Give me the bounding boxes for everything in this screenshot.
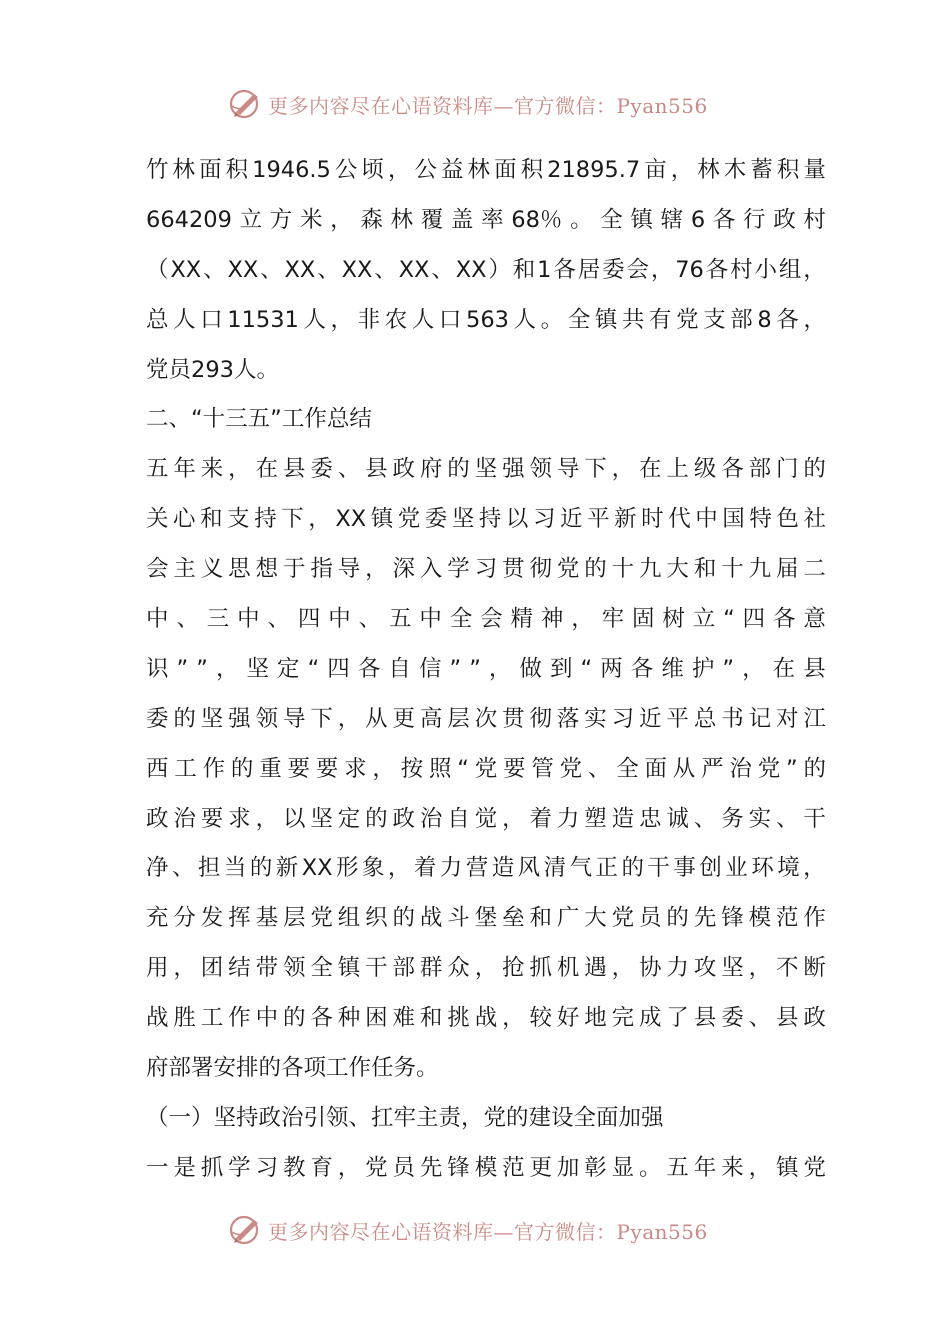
text-line: 一 是 抓 学 习 教 育 ， 党 员 先 锋 模 范 更 加 彰 显 。 五 年 来 ， 镇 党 xyxy=(146,1154,826,1181)
text-line: 净 、 担 当 的 新 XX 形 象 ， 着 力 营 造 风 清 气 正 的 干 事 创 业 环 境 ， xyxy=(146,855,826,882)
text-line: 664209 立 方 米 ， 森 林 覆 盖 率 68％ 。 全 镇 辖 6 各 行 政 村 xyxy=(146,206,826,233)
text-line: 五 年 来 ， 在 县 委 、 县 政 府 的 坚 强 领 导 下 ， 在 上 级 各 部 门 的 xyxy=(146,456,826,483)
text-line: 竹 林 面 积 1946.5 公 顷 ， 公 益 林 面 积 21895.7 亩 ， 林 木 蓄 积 量 xyxy=(146,157,826,183)
text-line: （ XX 、 XX 、 XX 、 XX 、 XX 、 XX ） 和 1 各 居 委 会 ， 76 各 村 小 组 ， xyxy=(146,256,826,283)
watermark-text: 更多内容尽在心语资料库—官方微信：Pyan556 xyxy=(268,1219,708,1244)
text-line: 用 ， 团 结 带 领 全 镇 干 部 群 众 ， 抢 抓 机 遇 ， 协 力 攻 坚 ， 不 断 xyxy=(146,955,826,982)
text-line: 政 治 要 求 ， 以 坚 定 的 政 治 自 觉 ， 着 力 塑 造 忠 诚 、 务 实 、 干 xyxy=(146,805,826,832)
text-line: 府部署安排的各项工作任务。 xyxy=(146,1055,439,1082)
text-line: 西 工 作 的 重 要 要 求 ， 按 照 “ 党 要 管 党 、 全 面 从 严 治 党 ” 的 xyxy=(146,755,826,782)
text-line: 识 ” ” ， 坚 定 “ 四 各 自 信 ” ” ， 做 到 “ 两 各 维 护 ” ， 在 县 xyxy=(146,655,826,682)
text-line: 委 的 坚 强 领 导 下 ， 从 更 高 层 次 贯 彻 落 实 习 近 平 总 书 记 对 江 xyxy=(146,705,826,732)
text-line: 战 胜 工 作 中 的 各 种 困 难 和 挑 战 ， 较 好 地 完 成 了 县 委 、 县 政 xyxy=(146,1005,826,1032)
text-line: 充 分 发 挥 基 层 党 组 织 的 战 斗 堡 垒 和 广 大 党 员 的 先 锋 模 范 作 xyxy=(146,905,826,932)
text-line: 会 主 义 思 想 于 指 导 ， 深 入 学 习 贯 彻 党 的 十 九 大 和 十 九 届 二 xyxy=(146,556,826,583)
text-line: 党员293人。 xyxy=(146,356,279,383)
text-line: 总 人 口 11531 人 ， 非 农 人 口 563 人 。 全 镇 共 有 党 支 部 8 各 ， xyxy=(146,306,826,333)
pen-logo-icon xyxy=(228,1212,264,1248)
text-line: 二、“十三五”工作总结 xyxy=(146,406,372,433)
header-watermark-banner xyxy=(228,84,748,124)
watermark-text: 更多内容尽在心语资料库—官方微信：Pyan556 xyxy=(268,93,708,118)
text-line: 中 、 三 中 、 四 中 、 五 中 全 会 精 神 ， 牢 固 树 立 “ 四 各 意 xyxy=(146,606,826,633)
footer-watermark-banner xyxy=(228,1210,748,1250)
text-line: （一）坚持政治引领、扛牢主责，党的建设全面加强 xyxy=(146,1104,664,1131)
document-body xyxy=(146,146,826,1194)
text-line: 关 心 和 支 持 下 ， XX 镇 党 委 坚 持 以 习 近 平 新 时 代 中 国 特 色 社 xyxy=(146,506,826,533)
pen-logo-icon xyxy=(228,86,264,122)
